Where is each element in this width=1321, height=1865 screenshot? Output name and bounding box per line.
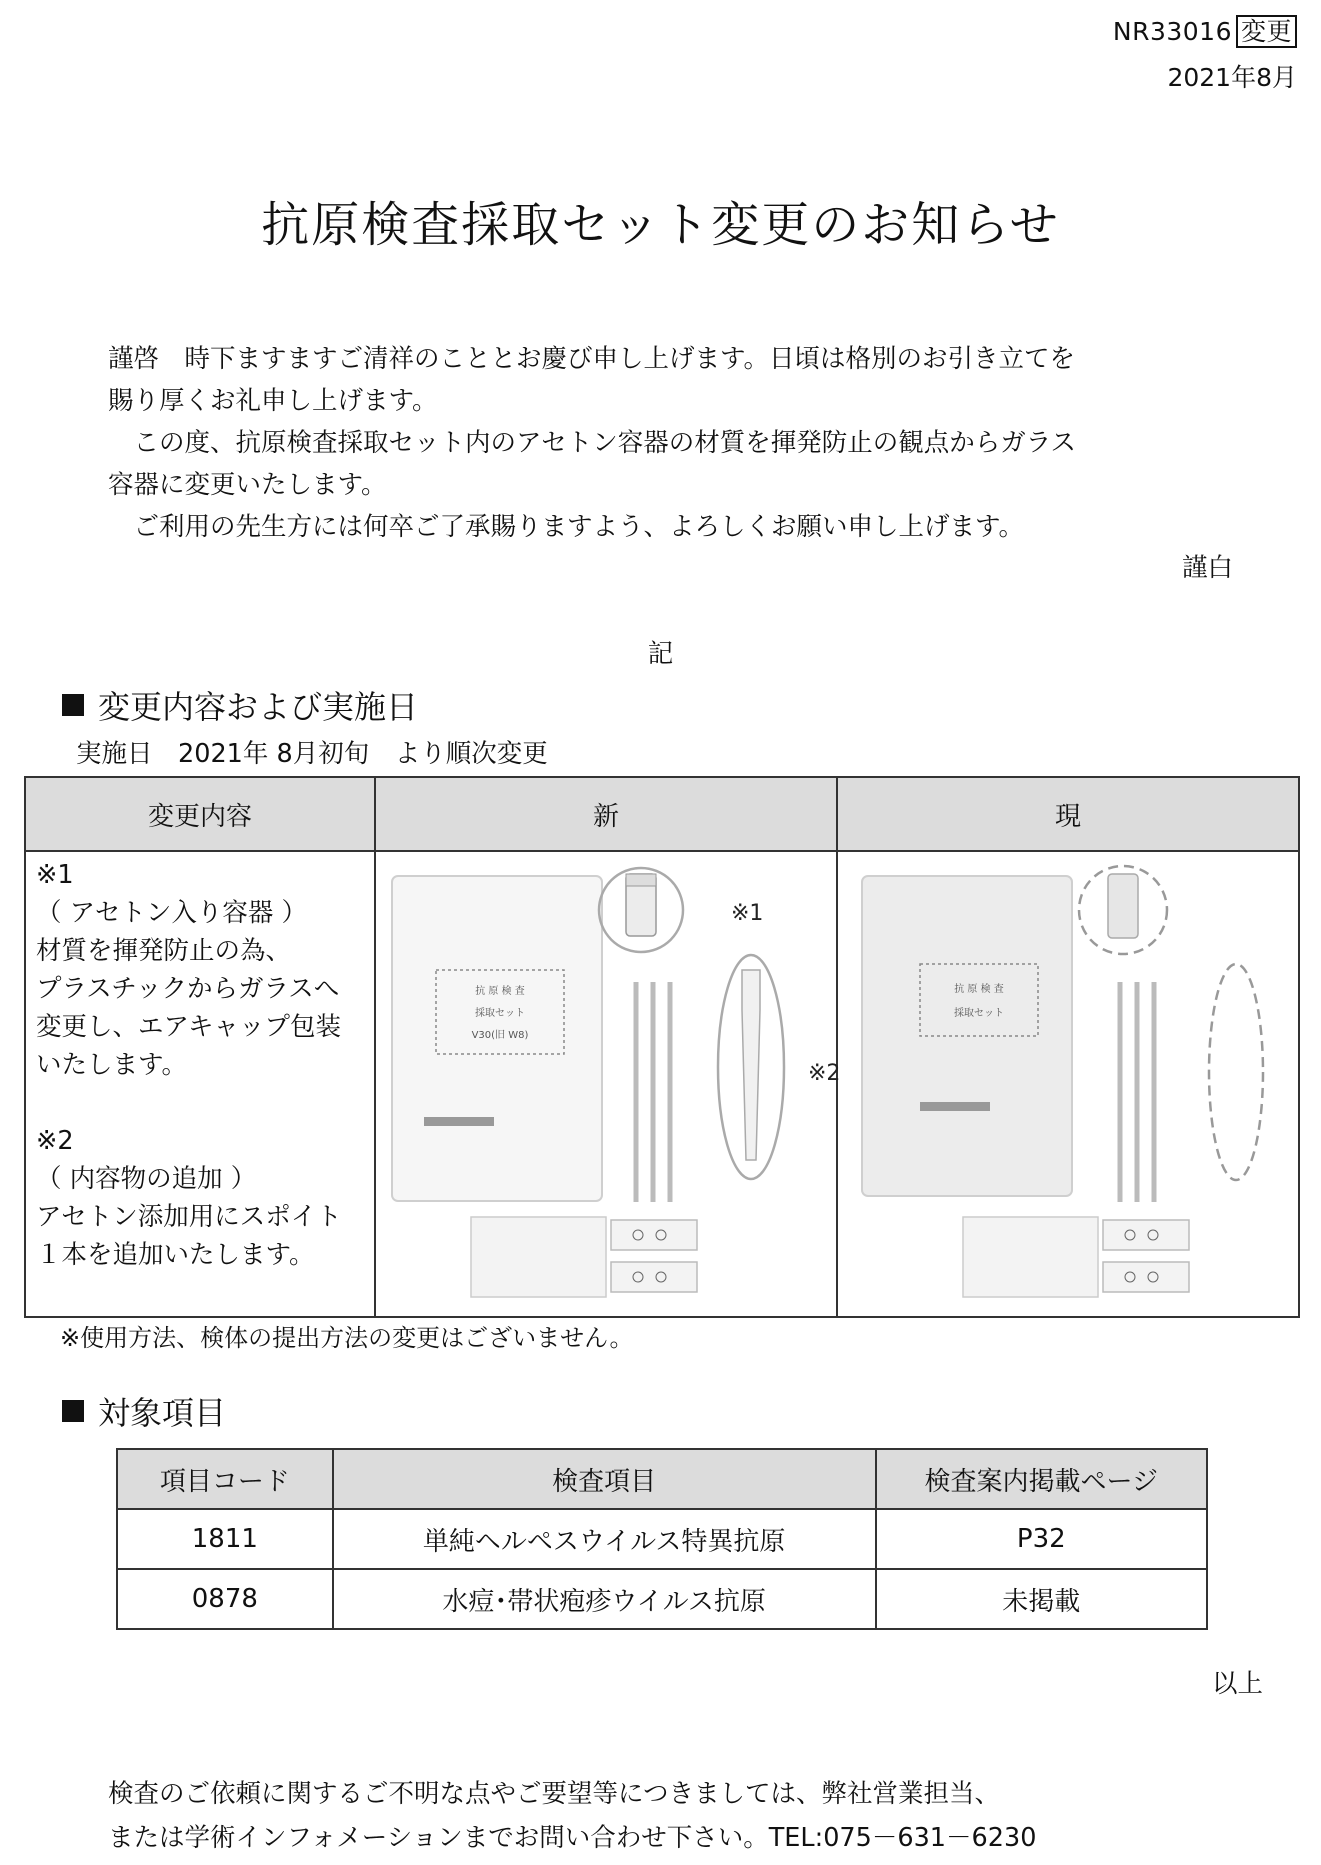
section-heading-items-text: 対象項目 [98,1394,227,1432]
plastic-bottle-icon [1108,874,1138,938]
missing-dropper-dashed-circle [1209,964,1263,1180]
target-items-table [116,1448,1208,1630]
item-code-cell: 0878 [117,1569,333,1629]
header-current: 現 [837,777,1299,851]
new-kit-image [375,851,841,1317]
request-form-icon [471,1217,606,1297]
logo-icon [920,1102,990,1111]
dropper-icon [742,970,760,1160]
desc-line: １本を追加いたします。 [36,1240,315,1270]
usage-note: ※使用方法、検体の提出方法の変更はございません。 [60,1324,634,1352]
current-kit-illustration [838,852,1298,1312]
closing-mark: 以上 [1211,1669,1263,1699]
desc-line: 材質を揮発防止の為、 [36,936,292,966]
desc-line: （ 内容物の追加 ） [36,1164,257,1194]
section-heading-items [62,1388,226,1434]
desc-line: ※2 [36,1126,74,1156]
guide-page-cell: P32 [876,1509,1207,1569]
bag-label-line: 採取セット [954,1008,1004,1019]
document-date: 2021年8月 [1167,63,1297,92]
header-guide-page: 検査案内掲載ページ [876,1449,1207,1509]
mark-2: ※2 [808,1061,841,1086]
desc-line: いたします。 [36,1050,187,1080]
bag-label-line: 抗 原 検 査 [475,986,525,997]
ki-marker: 記 [647,639,674,669]
header-new: 新 [375,777,837,851]
change-description [25,851,375,1317]
signoff: 謹白 [1181,553,1233,583]
test-item-cell: 水痘･帯状疱疹ウイルス抗原 [333,1569,876,1629]
header-item-code: 項目コード [117,1449,333,1509]
greeting-line-1: 謹啓 時下ますますご清祥のこととお慶び申し上げます。日頃は格別のお引き立てを [108,344,1075,374]
desc-line: ※1 [36,860,74,890]
square-bullet-icon [62,694,84,716]
desc-line: アセトン添加用にスポイト [36,1202,342,1232]
header-test-item: 検査項目 [333,1449,876,1509]
square-bullet-icon [62,1400,84,1422]
footer-line-1: 検査のご依頼に関するご不明な点やご要望等につきましては、弊社営業担当、 [108,1779,1000,1809]
item-code-cell: 1811 [117,1509,333,1569]
table-row [117,1509,1207,1569]
change-notice-line-1: この度、抗原検査採取セット内のアセトン容器の材質を揮発防止の観点からガラス [108,428,1076,458]
section-heading-change [62,682,418,728]
desc-line: プラスチックからガラスへ [36,974,340,1004]
mark-1: ※1 [731,901,764,926]
change-table [24,776,1300,1318]
page-title: 抗原検査採取セット変更のお知らせ [261,197,1060,253]
label-sticker-icon [1103,1220,1189,1250]
current-kit-image [837,851,1299,1317]
bag-label-line: V30(旧 W8) [471,1030,529,1041]
document-code-text: NR33016 [1112,17,1232,46]
request-form-icon [963,1217,1098,1297]
desc-line: （ アセトン入り容器 ） [36,898,307,928]
desc-line: 変更し、エアキャップ包装 [36,1012,341,1042]
request-line: ご利用の先生方には何卒ご了承賜りますよう、よろしくお願い申し上げます。 [108,512,1024,542]
greeting-line-2: 賜り厚くお礼申し上げます。 [108,386,438,416]
logo-icon [424,1117,494,1126]
test-item-cell: 単純ヘルペスウイルス特異抗原 [333,1509,876,1569]
footer-line-2: または学術インフォメーションまでお問い合わせ下さい。TEL:075－631－6230 [108,1823,1037,1853]
bottle-cap-icon [626,874,656,886]
implementation-date: 実施日 2021年 8月初旬 より順次変更 [76,739,548,769]
guide-page-cell: 未掲載 [876,1569,1207,1629]
label-sticker-icon [611,1262,697,1292]
change-notice-line-2: 容器に変更いたします。 [108,470,387,500]
bag-label-line: 採取セット [475,1008,525,1019]
change-badge: 変更 [1236,15,1297,48]
new-kit-illustration [376,852,841,1312]
label-sticker-icon [1103,1262,1189,1292]
label-sticker-icon [611,1220,697,1250]
document-code [1113,12,1297,48]
header-change-content: 変更内容 [25,777,375,851]
section-heading-change-text: 変更内容および実施日 [98,688,419,726]
bag-label-line: 抗 原 検 査 [954,984,1004,995]
table-row [117,1569,1207,1629]
